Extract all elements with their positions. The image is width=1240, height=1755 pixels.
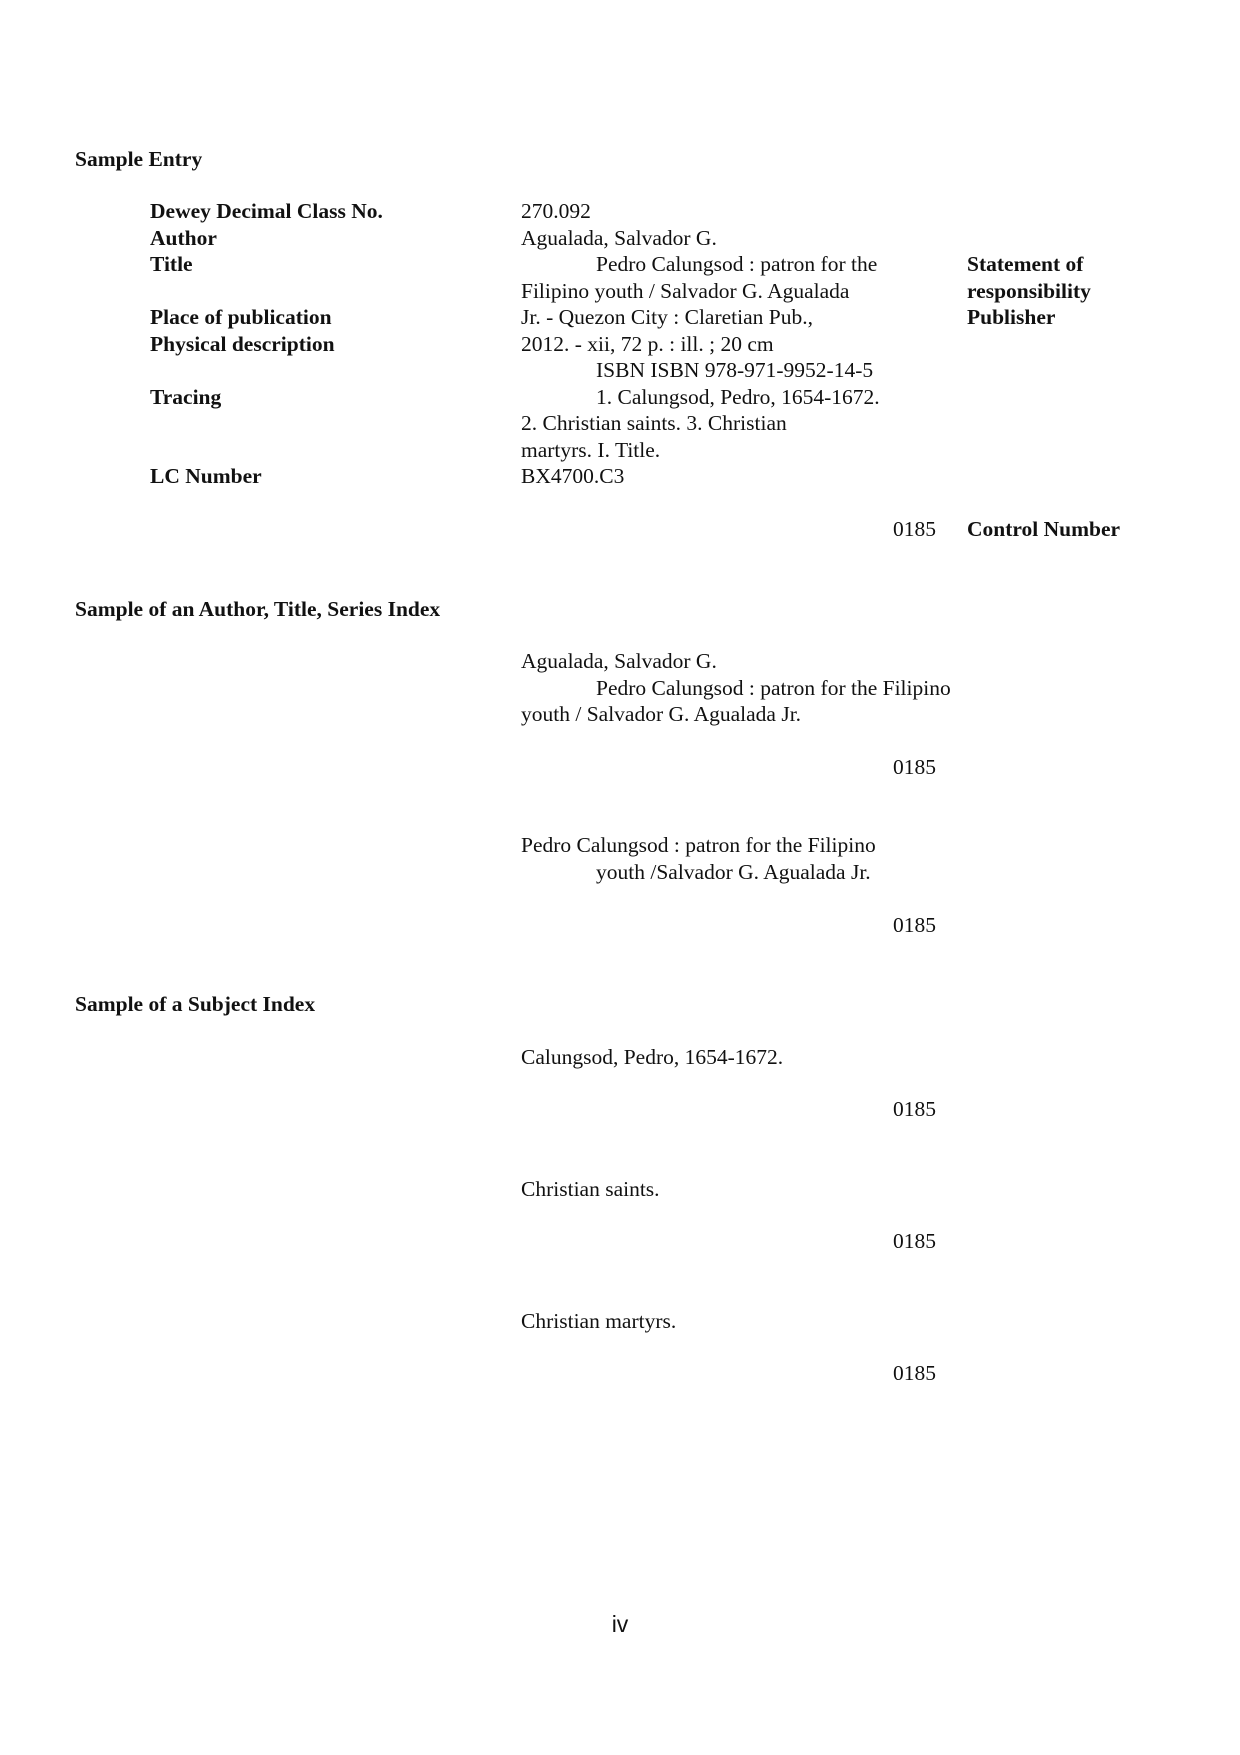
- subject-entry-3: Christian martyrs.: [521, 1309, 677, 1333]
- title-card-line-2: youth /Salvador G. Agualada Jr.: [596, 859, 871, 884]
- author-card-number: 0185: [893, 755, 936, 779]
- side-label-publisher: Publisher: [967, 305, 1056, 329]
- side-label-statement-2: responsibility: [967, 278, 1091, 303]
- side-label-statement-1: Statement of: [967, 252, 1084, 276]
- label-tracing: Tracing: [150, 384, 222, 409]
- value-lc: BX4700.C3: [521, 464, 625, 488]
- label-title: Title: [150, 252, 193, 276]
- sample-entry-heading: Sample Entry: [75, 147, 203, 171]
- control-number-value: 0185: [893, 517, 936, 541]
- label-physical: Physical description: [150, 331, 335, 356]
- label-dewey: Dewey Decimal Class No.: [150, 199, 383, 223]
- value-tracing-line-2: 2. Christian saints. 3. Christian: [521, 411, 787, 435]
- side-label-control-number: Control Number: [967, 517, 1121, 541]
- subject-entry-1-number: 0185: [893, 1097, 936, 1121]
- value-tracing-line-1: 1. Calungsod, Pedro, 1654-1672.: [596, 384, 880, 409]
- value-title-line-3: Jr. - Quezon City : Claretian Pub.,: [521, 305, 814, 329]
- value-tracing-line-3: martyrs. I. Title.: [521, 437, 661, 462]
- label-author: Author: [150, 225, 217, 250]
- value-author: Agualada, Salvador G.: [521, 225, 717, 250]
- subject-entry-2-number: 0185: [893, 1229, 936, 1253]
- title-card-line-1: Pedro Calungsod : patron for the Filipino: [521, 833, 876, 857]
- subject-entry-1: Calungsod, Pedro, 1654-1672.: [521, 1045, 784, 1069]
- subject-entry-3-number: 0185: [893, 1361, 936, 1385]
- value-title-line-1: Pedro Calungsod : patron for the: [596, 252, 878, 276]
- value-title-line-4: 2012. - xii, 72 p. : ill. ; 20 cm: [521, 331, 774, 356]
- label-lc: LC Number: [150, 464, 262, 488]
- title-card-number: 0185: [893, 913, 936, 937]
- author-card-line-3: youth / Salvador G. Agualada Jr.: [521, 702, 802, 726]
- page-number: iv: [611, 1611, 629, 1637]
- label-place: Place of publication: [150, 305, 332, 329]
- value-isbn: ISBN ISBN 978-971-9952-14-5: [596, 358, 874, 382]
- value-dewey: 270.092: [521, 199, 591, 223]
- author-title-series-heading: Sample of an Author, Title, Series Index: [75, 597, 441, 621]
- value-title-line-2: Filipino youth / Salvador G. Agualada: [521, 278, 850, 303]
- subject-entry-2: Christian saints.: [521, 1177, 660, 1201]
- author-card-line-1: Agualada, Salvador G.: [521, 649, 717, 673]
- author-card-line-2: Pedro Calungsod : patron for the Filipino: [596, 675, 951, 700]
- subject-index-heading: Sample of a Subject Index: [75, 992, 316, 1016]
